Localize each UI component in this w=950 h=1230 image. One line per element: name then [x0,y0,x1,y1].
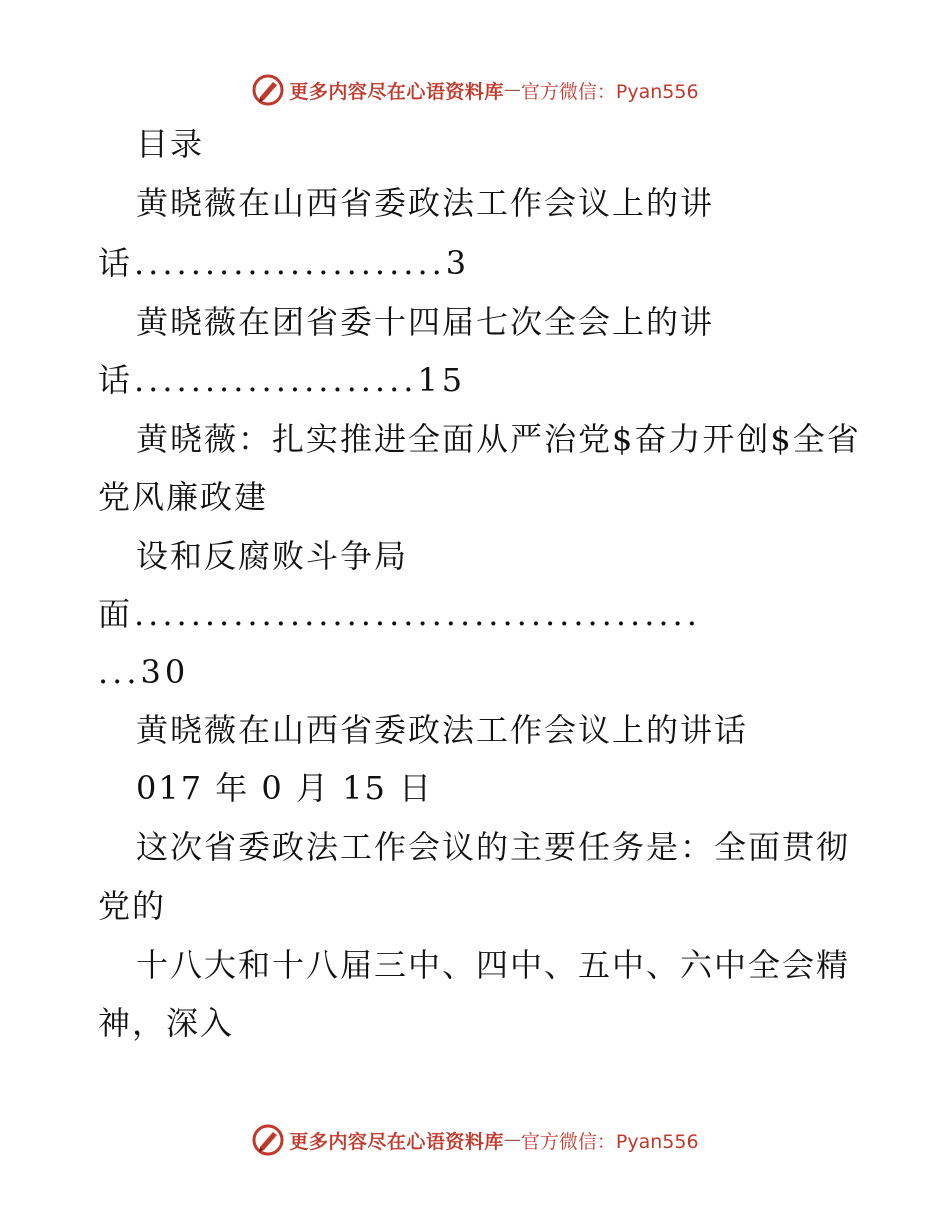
toc-entry-1-title: 黄晓薇在山西省委政法工作会议上的讲 [136,184,715,222]
watermark-footer [0,1118,950,1162]
paragraph-line: 十八大和十八届三中、四中、五中、六中全会精 [136,946,851,984]
watermark-separator: — [503,1130,521,1150]
paragraph-line: 神，深入 [98,1004,235,1042]
watermark-separator: — [503,80,521,100]
watermark-site-text: 更多内容尽在心语资料库 [289,1130,504,1153]
section-date: 017 年 0 月 15 日 [136,769,434,807]
paragraph-line: 这次省委政法工作会议的主要任务是：全面贯彻 [136,828,851,866]
toc-entry-1-page: 话......................3 [98,244,471,282]
toc-entry-2-title: 黄晓薇在团省委十四届七次全会上的讲 [136,303,715,341]
watermark-wechat-text: 官方微信：Pyan556 [520,80,699,103]
paragraph-line: 党的 [98,887,167,925]
pen-logo-icon [251,73,285,107]
watermark-header [0,68,950,112]
section-title: 黄晓薇在山西省委政法工作会议上的讲话 [136,711,749,749]
watermark-wechat-text: 官方微信：Pyan556 [520,1130,699,1153]
watermark-site-text: 更多内容尽在心语资料库 [289,80,504,103]
toc-entry-3-title-cont2: 设和反腐败斗争局 [136,537,409,575]
toc-entry-2-page: 话....................15 [98,361,467,399]
toc-heading: 目录 [136,125,205,163]
toc-entry-3-title-cont: 党风廉政建 [98,478,269,516]
toc-entry-3-page-cont: ...30 [98,653,190,691]
pen-logo-icon [251,1123,285,1157]
toc-entry-3-page: 面........................................ [98,595,701,633]
toc-entry-3-title: 黄晓薇：扎实推进全面从严治党$奋力开创$全省 [136,420,861,458]
